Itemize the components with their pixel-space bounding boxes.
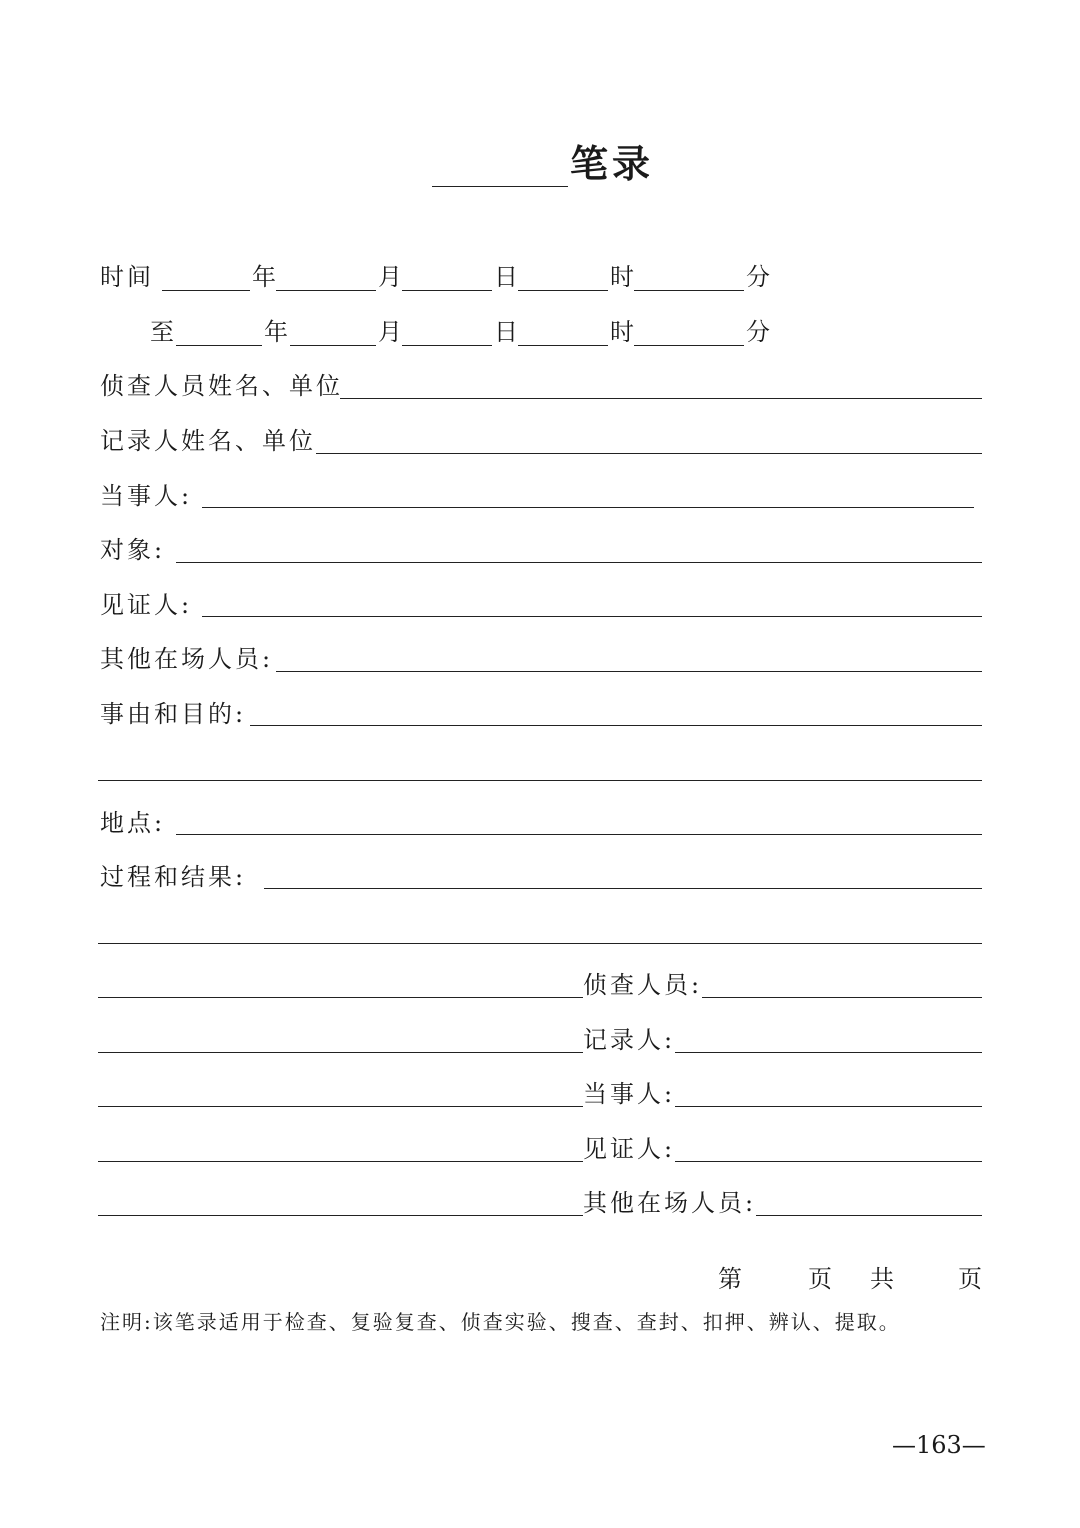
object-field[interactable] [176, 562, 982, 563]
end-hour-field[interactable] [518, 345, 608, 346]
process-result-line[interactable] [98, 943, 982, 944]
investigator-label: 侦查人员姓名、单位 [100, 372, 343, 400]
page-ye-label: 页 [808, 1265, 832, 1293]
year-unit: 年 [264, 318, 291, 346]
hour-unit: 时 [610, 263, 637, 291]
process-result-field[interactable] [264, 888, 982, 889]
recorder-label: 记录人姓名、单位 [100, 427, 316, 455]
witness-field[interactable] [202, 616, 982, 617]
minute-unit: 分 [746, 318, 773, 346]
footnote: 注明:该笔录适用于检查、复验复查、侦查实验、搜查、查封、扣押、辨认、提取。 [100, 1310, 901, 1334]
year-unit: 年 [252, 263, 279, 291]
object-label: 对象: [100, 536, 166, 564]
end-day-field[interactable] [402, 345, 492, 346]
process-result-line[interactable] [98, 1106, 982, 1107]
investigator-field[interactable] [340, 398, 982, 399]
sign-party-label: 当事人: [583, 1080, 676, 1108]
sign-investigator-label: 侦查人员: [583, 971, 703, 999]
end-month-field[interactable] [290, 345, 376, 346]
end-minute-field[interactable] [634, 345, 744, 346]
start-month-field[interactable] [276, 290, 376, 291]
page-gong-label: 共 [870, 1265, 894, 1293]
day-unit: 日 [494, 263, 521, 291]
reason-purpose-field[interactable] [250, 725, 982, 726]
month-unit: 月 [378, 318, 405, 346]
start-day-field[interactable] [402, 290, 492, 291]
location-label: 地点: [100, 809, 166, 837]
process-result-line[interactable] [98, 1161, 982, 1162]
hour-unit: 时 [610, 318, 637, 346]
page-number: —163— [892, 1431, 986, 1459]
sign-witness-label: 见证人: [583, 1135, 676, 1163]
process-result-label: 过程和结果: [100, 863, 247, 891]
title-blank-line[interactable] [432, 186, 568, 187]
sign-others-label: 其他在场人员: [583, 1189, 757, 1217]
minute-unit: 分 [746, 263, 773, 291]
location-field[interactable] [176, 834, 982, 835]
reason-purpose-label: 事由和目的: [100, 700, 247, 728]
reason-purpose-field-continued[interactable] [98, 780, 982, 781]
others-present-field[interactable] [276, 671, 982, 672]
page-di-label: 第 [718, 1265, 742, 1293]
time-label: 时间 [100, 263, 154, 291]
process-result-line[interactable] [98, 997, 982, 998]
party-label: 当事人: [100, 482, 193, 510]
day-unit: 日 [494, 318, 521, 346]
witness-label: 见证人: [100, 591, 193, 619]
to-label: 至 [150, 318, 177, 346]
end-year-field[interactable] [176, 345, 262, 346]
page-ye-total-label: 页 [958, 1265, 982, 1293]
process-result-line[interactable] [98, 1052, 982, 1053]
process-result-line[interactable] [98, 1215, 982, 1216]
sign-recorder-label: 记录人: [583, 1026, 676, 1054]
recorder-field[interactable] [316, 453, 982, 454]
start-minute-field[interactable] [634, 290, 744, 291]
others-present-label: 其他在场人员: [100, 645, 274, 673]
document-title: 笔录 [570, 141, 655, 186]
start-hour-field[interactable] [518, 290, 608, 291]
start-year-field[interactable] [162, 290, 250, 291]
party-field[interactable] [202, 507, 974, 508]
month-unit: 月 [378, 263, 405, 291]
